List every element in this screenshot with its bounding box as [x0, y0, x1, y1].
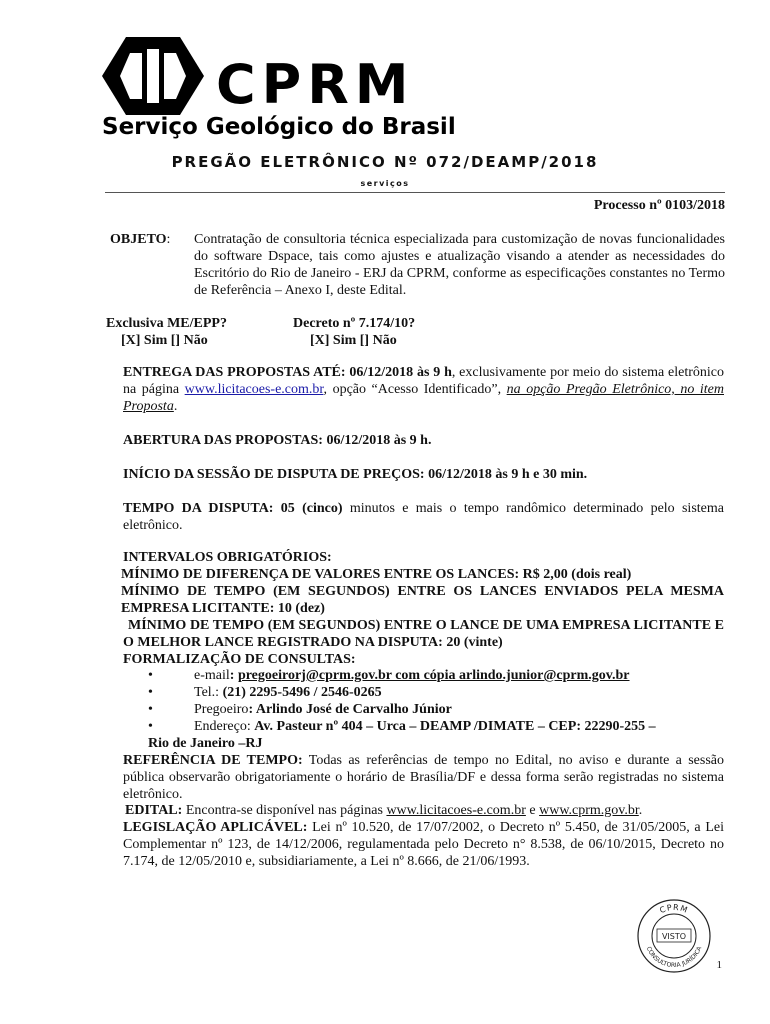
- document-title: PREGÃO ELETRÔNICO Nº 072/DEAMP/2018: [171, 153, 599, 171]
- intervalo-valores: MÍNIMO DE DIFERENÇA DE VALORES ENTRE OS LANCES: R$ 2,00 (dois real): [121, 567, 632, 582]
- decreto-value: [X] Sim [] Não: [310, 333, 397, 348]
- exclusiva-value: [X] Sim [] Não: [121, 333, 208, 348]
- licitacoes-link[interactable]: www.licitacoes-e.com.br: [386, 803, 526, 818]
- entrega-paragraph: ENTREGA DAS PROPOSTAS ATÉ: 06/12/2018 às 9 h, exclusivamente por meio do sistema eletrônico na página www.licitacoes-e.com.br, opção “Acesso Identificado”, na opção Pregão Eletrônico, no item Proposta.: [123, 365, 724, 414]
- email-link[interactable]: pregoeirorj@cprm.gov.br com cópia arlindo.junior@cprm.gov.br: [237, 668, 630, 683]
- page-number: 1: [716, 959, 722, 971]
- decreto-label: Decreto nº 7.174/10?: [293, 316, 416, 331]
- edital-line: EDITAL: Encontra-se disponível nas páginas www.licitacoes-e.com.br e www.cprm.gov.br.: [125, 803, 643, 818]
- exclusiva-label: Exclusiva ME/EPP?: [106, 316, 227, 331]
- cprm-link[interactable]: www.cprm.gov.br: [539, 803, 639, 818]
- intervalo-melhor-lance: MÍNIMO DE TEMPO (EM SEGUNDOS) ENTRE O LANCE DE UMA EMPRESA LICITANTE E O MELHOR LANCE REGISTRADO NA DISPUTA: 20 (vinte): [123, 618, 724, 650]
- processo-number: Processo nº 0103/2018: [593, 198, 725, 213]
- logo-subtitle: Serviço Geológico do Brasil: [102, 114, 456, 140]
- svg-text:VISTO: VISTO: [661, 932, 687, 941]
- svg-text:CPRM: CPRM: [658, 902, 690, 916]
- inicio-line: INÍCIO DA SESSÃO DE DISPUTA DE PREÇOS: 06/12/2018 às 9 h e 30 min.: [123, 467, 588, 482]
- list-item: • Pregoeiro: Arlindo José de Carvalho Júnior: [148, 702, 452, 717]
- logo-wordmark: CPRM: [216, 53, 415, 116]
- header-divider: [105, 192, 725, 193]
- cprm-logo-icon: [102, 37, 204, 115]
- intervalos-heading: INTERVALOS OBRIGATÓRIOS:: [123, 550, 332, 565]
- endereco-continuation: Rio de Janeiro –RJ: [148, 736, 263, 751]
- list-item: • Endereço: Av. Pasteur nº 404 – Urca – DEAMP /DIMATE – CEP: 22290-255 –: [148, 719, 656, 734]
- licitacoes-link[interactable]: www.licitacoes-e.com.br: [184, 382, 324, 397]
- formalizacao-heading: FORMALIZAÇÃO DE CONSULTAS:: [123, 652, 356, 667]
- tempo-paragraph: TEMPO DA DISPUTA: 05 (cinco) minutos e mais o tempo randômico determinado pelo sistema eletrônico.: [123, 501, 724, 533]
- document-subtitle: serviços: [360, 179, 410, 188]
- legislacao-paragraph: LEGISLAÇÃO APLICÁVEL: Lei nº 10.520, de 17/07/2002, o Decreto nº 5.450, de 31/05/2005, a Lei Complementar nº 123, de 14/12/2006, regulamentada pelo Decreto n° 8.538, de 06/10/2015, Decreto no 7.174, de 12/05/2010 e, subsidiariamente, a Lei nº 8.666, de 21/06/1993.: [123, 820, 724, 869]
- visto-stamp-icon: [636, 898, 712, 974]
- contact-list: [148, 667, 728, 735]
- objeto-text: Contratação de consultoria técnica especializada para customização de novas funcionalidades do software Dspace, tais como ajustes e atualização visando a atender as necessidades do Escritório do Rio de Janeiro - ERJ da CPRM, conforme as especificações constantes no Termo de Referência – Anexo I, deste Edital.: [194, 232, 725, 298]
- abertura-line: ABERTURA DAS PROPOSTAS: 06/12/2018 às 9 h.: [123, 433, 432, 448]
- list-item: • Tel.: (21) 2295-5496 / 2546-0265: [148, 685, 382, 700]
- referencia-paragraph: REFERÊNCIA DE TEMPO: Todas as referências de tempo no Edital, no aviso e durante a sessão pública observarão obrigatoriamente o horário de Brasília/DF e dessa forma serão registradas no sistema eletrônico.: [123, 753, 724, 802]
- list-item: • e-mail: pregoeirorj@cprm.gov.br com cópia arlindo.junior@cprm.gov.br: [148, 668, 630, 683]
- svg-text:CONSULTORIA JURÍDICA: CONSULTORIA JURÍDICA: [644, 945, 704, 970]
- objeto-label: OBJETO:: [110, 232, 171, 247]
- intervalo-mesma-empresa: MÍNIMO DE TEMPO (EM SEGUNDOS) ENTRE OS LANCES ENVIADOS PELA MESMA EMPRESA LICITANTE: 10 (dez): [121, 584, 724, 616]
